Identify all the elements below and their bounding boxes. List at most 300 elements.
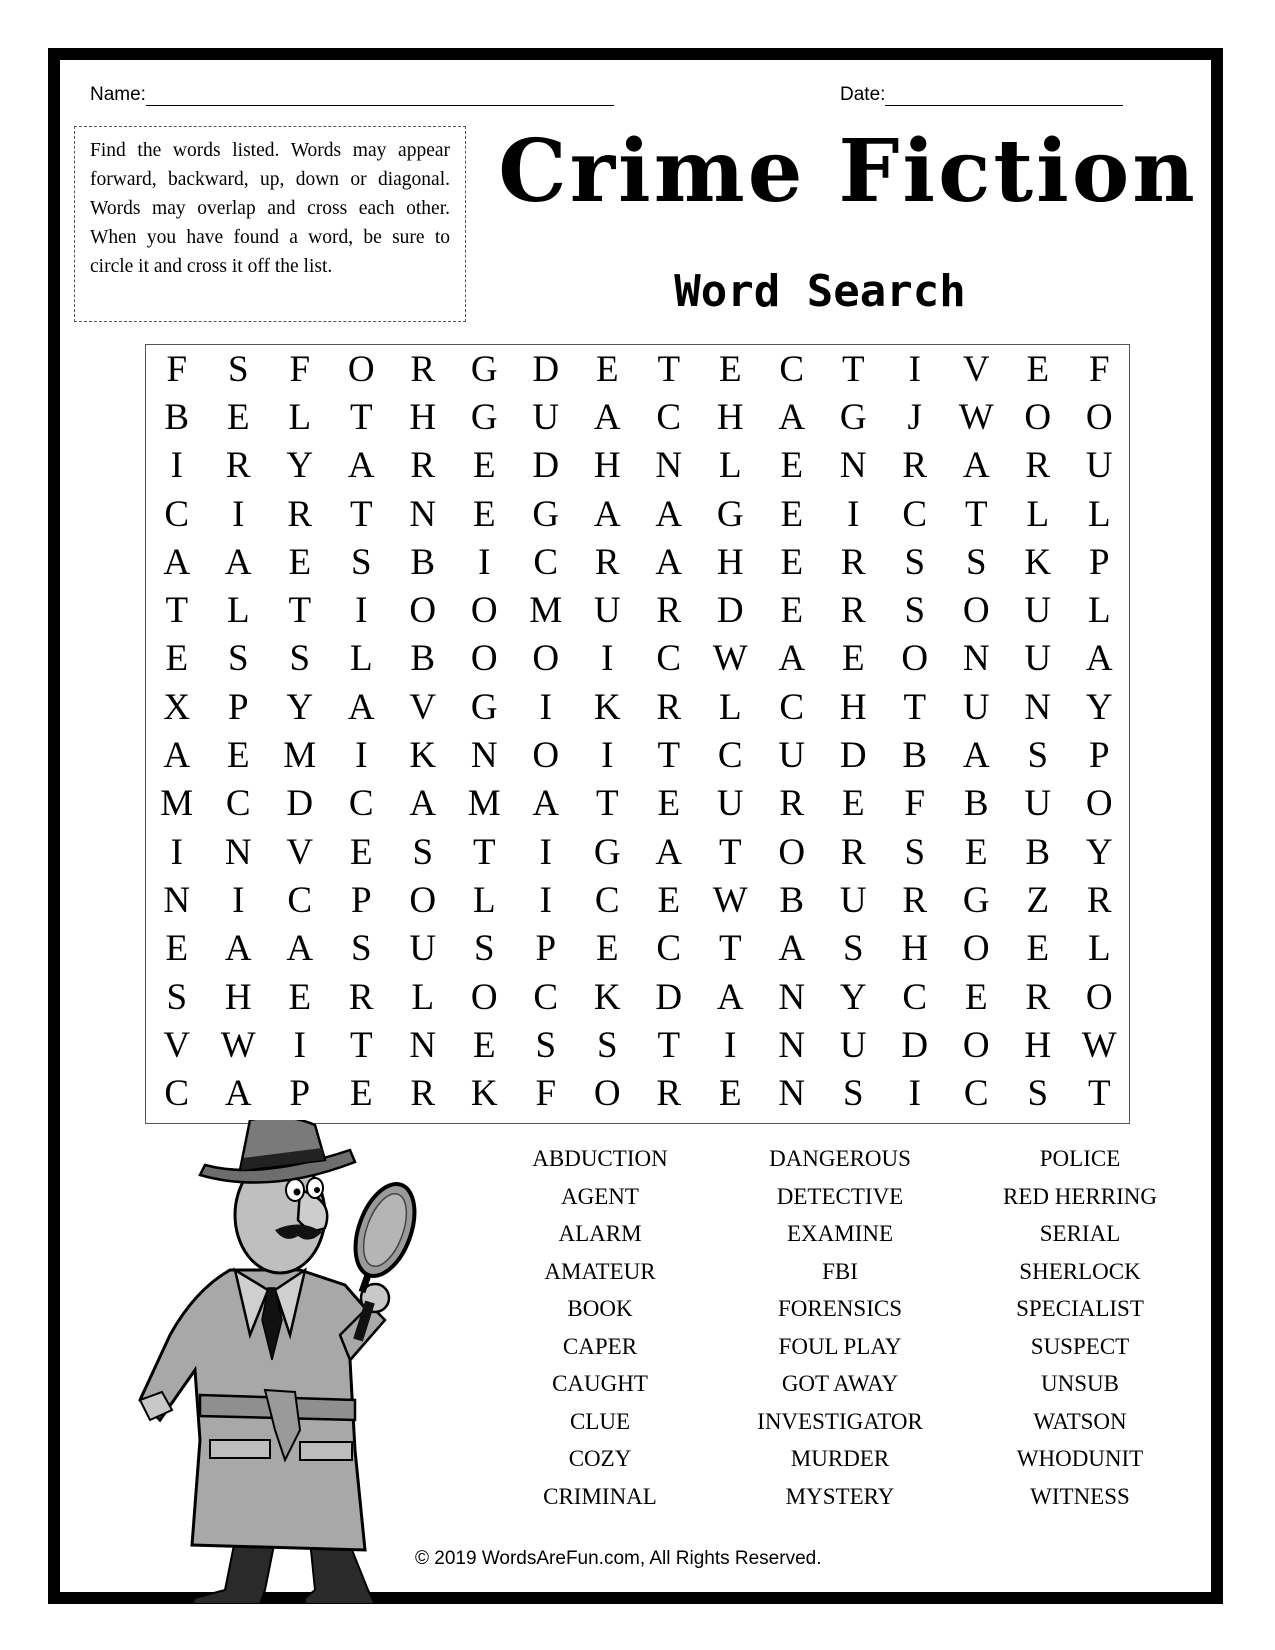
grid-letter[interactable]: G xyxy=(593,831,621,873)
grid-letter[interactable]: H xyxy=(716,396,744,438)
grid-letter[interactable]: U xyxy=(1085,445,1113,487)
word-list-item[interactable]: DANGEROUS xyxy=(769,1146,911,1171)
grid-letter[interactable]: O xyxy=(1085,976,1113,1018)
grid-letter[interactable]: A xyxy=(1085,638,1113,680)
grid-letter[interactable]: A xyxy=(224,1073,252,1115)
word-list-column xyxy=(960,1140,1200,1515)
grid-letter[interactable]: P xyxy=(227,686,249,728)
grid-letter[interactable]: E xyxy=(1026,348,1050,390)
grid-letter[interactable]: B xyxy=(902,735,928,777)
grid-letter[interactable]: C xyxy=(717,735,743,777)
grid-letter[interactable]: S xyxy=(227,348,249,390)
word-list-item[interactable]: AGENT xyxy=(561,1183,639,1209)
grid-letter[interactable]: L xyxy=(472,879,496,921)
word-list-item[interactable]: SUSPECT xyxy=(1030,1333,1130,1359)
grid-letter[interactable]: B xyxy=(410,638,436,680)
grid-letter[interactable]: K xyxy=(593,976,621,1018)
grid-letter[interactable]: E xyxy=(780,493,804,535)
grid-letter[interactable]: R xyxy=(902,445,928,487)
grid-letter[interactable]: U xyxy=(1024,638,1052,680)
grid-letter[interactable]: O xyxy=(1085,396,1113,438)
grid-letter[interactable]: R xyxy=(1025,976,1051,1018)
word-list-item[interactable]: CRIMINAL xyxy=(543,1483,657,1509)
grid-letter[interactable]: S xyxy=(473,928,495,970)
grid-letter[interactable]: L xyxy=(411,976,435,1018)
grid-letter[interactable]: A xyxy=(409,783,437,825)
grid-letter[interactable]: S xyxy=(350,541,372,583)
grid-letter[interactable]: R xyxy=(656,686,682,728)
grid-letter[interactable]: U xyxy=(778,735,806,777)
grid-letter[interactable]: S xyxy=(535,1024,557,1066)
grid-letter[interactable]: I xyxy=(232,493,245,535)
grid-letter[interactable]: A xyxy=(962,735,990,777)
grid-letter[interactable]: E xyxy=(718,348,742,390)
grid-letter[interactable]: U xyxy=(839,1024,867,1066)
grid-letter[interactable]: R xyxy=(902,879,928,921)
word-list-item[interactable]: DETECTIVE xyxy=(776,1183,904,1209)
grid-letter[interactable]: R xyxy=(287,493,313,535)
grid-letter[interactable]: R xyxy=(348,976,374,1018)
word-list-item[interactable]: SHERLOCK xyxy=(1019,1258,1141,1284)
grid-letter[interactable]: S xyxy=(904,541,926,583)
instructions-box: Find the words listed. Words may appear forward, backward, up, down or diagonal. Words may overlap and cross each other. When you have found a word, be sure to circle it and cross it off the list. xyxy=(74,126,466,322)
grid-letter[interactable]: E xyxy=(964,976,988,1018)
word-list xyxy=(480,1140,1200,1515)
grid-letter[interactable]: I xyxy=(539,686,552,728)
word-list-item[interactable]: FORENSICS xyxy=(778,1296,902,1321)
grid-letter[interactable]: B xyxy=(779,879,805,921)
word-list-item[interactable]: POLICE xyxy=(1039,1146,1121,1171)
name-label: Name: xyxy=(90,84,146,105)
grid-letter[interactable]: H xyxy=(224,976,252,1018)
detective-illustration xyxy=(100,1120,480,1604)
grid-letter[interactable]: E xyxy=(780,445,804,487)
grid-letter[interactable]: G xyxy=(470,396,498,438)
grid-letter[interactable]: A xyxy=(532,783,560,825)
grid-letter[interactable]: I xyxy=(539,831,552,873)
grid-letter[interactable]: N xyxy=(778,976,806,1018)
grid-letter[interactable]: A xyxy=(163,541,191,583)
grid-letter[interactable]: O xyxy=(470,638,498,680)
grid-letter[interactable]: G xyxy=(716,493,744,535)
name-blank[interactable] xyxy=(146,85,614,106)
word-list-column xyxy=(480,1140,720,1515)
grid-letter[interactable]: N xyxy=(839,445,867,487)
word-list-item[interactable]: MURDER xyxy=(790,1446,890,1471)
grid-letter[interactable]: A xyxy=(655,493,683,535)
grid-letter[interactable]: E xyxy=(964,831,988,873)
grid-letter[interactable]: M xyxy=(467,783,501,825)
grid-letter[interactable]: P xyxy=(1088,541,1110,583)
grid-letter[interactable]: S xyxy=(965,541,987,583)
grid-letter[interactable]: K xyxy=(409,735,437,777)
grid-letter[interactable]: C xyxy=(779,348,805,390)
grid-letter[interactable]: O xyxy=(470,976,498,1018)
grid-letter[interactable]: O xyxy=(778,831,806,873)
grid-letter[interactable]: H xyxy=(901,928,929,970)
grid-letter[interactable]: A xyxy=(347,686,375,728)
grid-letter[interactable]: O xyxy=(532,638,560,680)
grid-letter[interactable]: E xyxy=(288,541,312,583)
grid-letter[interactable]: T xyxy=(349,1024,373,1066)
word-list-item[interactable]: ALARM xyxy=(558,1221,642,1246)
grid-letter[interactable]: C xyxy=(779,686,805,728)
grid-letter[interactable]: V xyxy=(962,348,990,390)
grid-letter[interactable]: D xyxy=(532,445,560,487)
grid-letter[interactable]: J xyxy=(907,396,922,438)
grid-letter[interactable]: R xyxy=(594,541,620,583)
grid-letter[interactable]: I xyxy=(724,1024,737,1066)
grid-letter[interactable]: U xyxy=(593,590,621,632)
grid-letter[interactable]: E xyxy=(1026,928,1050,970)
word-list-item[interactable]: CAPER xyxy=(562,1333,638,1359)
word-list-item[interactable]: WITNESS xyxy=(1030,1483,1130,1509)
grid-letter[interactable]: E xyxy=(595,928,619,970)
grid-letter[interactable]: S xyxy=(412,831,434,873)
grid-letter[interactable]: R xyxy=(1086,879,1112,921)
date-blank[interactable] xyxy=(885,85,1123,106)
grid-letter[interactable]: H xyxy=(839,686,867,728)
grid-letter[interactable]: P xyxy=(350,879,372,921)
grid-letter[interactable]: C xyxy=(656,396,682,438)
grid-letter[interactable]: F xyxy=(1088,348,1110,390)
grid-letter[interactable]: T xyxy=(472,831,496,873)
grid-letter[interactable]: A xyxy=(347,445,375,487)
word-list-item[interactable]: AMATEUR xyxy=(544,1258,656,1284)
grid-letter[interactable]: S xyxy=(289,638,311,680)
word-list-item[interactable]: FOUL PLAY xyxy=(778,1333,902,1359)
grid-letter[interactable]: I xyxy=(232,879,245,921)
grid-letter[interactable]: E xyxy=(349,831,373,873)
grid-letter[interactable]: L xyxy=(1087,493,1111,535)
grid-letter[interactable]: N xyxy=(778,1073,806,1115)
grid-letter[interactable]: O xyxy=(901,638,929,680)
word-list-item[interactable]: EXAMINE xyxy=(786,1221,894,1246)
grid-letter[interactable]: E xyxy=(288,976,312,1018)
grid-letter[interactable]: C xyxy=(902,976,928,1018)
word-list-item[interactable]: CLUE xyxy=(569,1408,631,1434)
grid-letter[interactable]: A xyxy=(655,541,683,583)
grid-letter[interactable]: R xyxy=(410,445,436,487)
grid-letter[interactable]: E xyxy=(472,445,496,487)
grid-letter[interactable]: I xyxy=(478,541,491,583)
grid-letter[interactable]: E xyxy=(349,1073,373,1115)
grid-letter[interactable]: S xyxy=(842,1073,864,1115)
grid-letter[interactable]: R xyxy=(840,831,866,873)
grid-letter[interactable]: W xyxy=(1081,1024,1117,1066)
grid-letter[interactable]: D xyxy=(716,590,744,632)
word-list-item[interactable]: UNSUB xyxy=(1041,1371,1119,1396)
word-list-item[interactable]: WATSON xyxy=(1033,1408,1127,1434)
grid-letter[interactable]: W xyxy=(220,1024,256,1066)
grid-letter[interactable]: A xyxy=(593,493,621,535)
word-list-item[interactable]: GOT AWAY xyxy=(781,1371,899,1396)
grid-letter[interactable]: I xyxy=(355,735,368,777)
grid-letter[interactable]: C xyxy=(594,879,620,921)
grid-letter[interactable]: A xyxy=(224,541,252,583)
word-list-item[interactable]: MYSTERY xyxy=(785,1483,895,1509)
grid-letter[interactable]: N xyxy=(778,1024,806,1066)
grid-letter[interactable]: E xyxy=(780,590,804,632)
word-list-item[interactable]: WHODUNIT xyxy=(1016,1446,1144,1471)
grid-letter[interactable]: R xyxy=(1025,445,1051,487)
grid-letter[interactable]: R xyxy=(410,348,436,390)
grid-letter[interactable]: B xyxy=(410,541,436,583)
word-list-item[interactable]: BOOK xyxy=(567,1296,633,1321)
grid-letter[interactable]: Z xyxy=(1026,879,1050,921)
grid-letter[interactable]: R xyxy=(656,1073,682,1115)
grid-letter[interactable]: A xyxy=(962,445,990,487)
grid-letter[interactable]: F xyxy=(289,348,311,390)
grid-letter[interactable]: T xyxy=(718,928,742,970)
grid-letter[interactable]: E xyxy=(595,348,619,390)
grid-letter[interactable]: G xyxy=(470,348,498,390)
grid-letter[interactable]: S xyxy=(166,976,188,1018)
grid-letter[interactable]: R xyxy=(656,590,682,632)
grid-letter[interactable]: L xyxy=(349,638,373,680)
grid-letter[interactable]: O xyxy=(532,735,560,777)
grid-letter[interactable]: G xyxy=(470,686,498,728)
grid-letter[interactable]: A xyxy=(286,928,314,970)
word-list-item[interactable]: SPECIALIST xyxy=(1016,1296,1144,1321)
grid-letter[interactable]: P xyxy=(289,1073,311,1115)
grid-letter[interactable]: U xyxy=(962,686,990,728)
grid-letter[interactable]: U xyxy=(716,783,744,825)
grid-letter[interactable]: A xyxy=(593,396,621,438)
grid-letter[interactable]: A xyxy=(224,928,252,970)
word-list-item[interactable]: ABDUCTION xyxy=(532,1146,668,1171)
grid-letter[interactable]: T xyxy=(657,735,681,777)
grid-letter[interactable]: D xyxy=(532,348,560,390)
word-list-item[interactable]: FBI xyxy=(822,1258,858,1284)
grid-letter[interactable]: M xyxy=(529,590,563,632)
grid-letter[interactable]: I xyxy=(908,1073,921,1115)
grid-letter[interactable]: N xyxy=(163,879,191,921)
grid-letter[interactable]: O xyxy=(409,590,437,632)
grid-letter[interactable]: B xyxy=(963,783,989,825)
grid-letter[interactable]: T xyxy=(903,686,927,728)
grid-letter[interactable]: I xyxy=(908,348,921,390)
grid-letter[interactable]: O xyxy=(347,348,375,390)
grid-letter[interactable]: N xyxy=(224,831,252,873)
grid-letter[interactable]: I xyxy=(539,879,552,921)
grid-letter[interactable]: G xyxy=(839,396,867,438)
grid-letter[interactable]: L xyxy=(226,590,250,632)
grid-letter[interactable]: G xyxy=(532,493,560,535)
grid-letter[interactable]: A xyxy=(778,396,806,438)
grid-letter[interactable]: F xyxy=(535,1073,557,1115)
grid-letter[interactable]: U xyxy=(1024,783,1052,825)
grid-letter[interactable]: Y xyxy=(1085,831,1113,873)
grid-letter[interactable]: D xyxy=(901,1024,929,1066)
grid-letter[interactable]: I xyxy=(170,445,183,487)
grid-letter[interactable]: I xyxy=(355,590,368,632)
grid-letter[interactable]: M xyxy=(160,783,194,825)
grid-letter[interactable]: T xyxy=(288,590,312,632)
grid-letter[interactable]: S xyxy=(227,638,249,680)
grid-letter[interactable]: V xyxy=(409,686,437,728)
grid-letter[interactable]: V xyxy=(163,1024,191,1066)
grid-letter[interactable]: C xyxy=(656,638,682,680)
grid-letter[interactable]: I xyxy=(601,735,614,777)
grid-letter[interactable]: H xyxy=(716,541,744,583)
grid-letter[interactable]: F xyxy=(904,783,926,825)
grid-letter[interactable]: W xyxy=(712,879,748,921)
grid-letter[interactable]: C xyxy=(963,1073,989,1115)
grid-letter[interactable]: H xyxy=(409,396,437,438)
grid-letter[interactable]: O xyxy=(962,590,990,632)
grid-letter[interactable]: T xyxy=(964,493,988,535)
grid-letter[interactable]: C xyxy=(533,541,559,583)
grid-letter[interactable]: W xyxy=(958,396,994,438)
grid-letter[interactable]: B xyxy=(1025,831,1051,873)
grid-letter[interactable]: Y xyxy=(1085,686,1113,728)
grid-letter[interactable]: E xyxy=(657,879,681,921)
grid-letter[interactable]: N xyxy=(409,493,437,535)
grid-letter[interactable]: E xyxy=(226,396,250,438)
grid-letter[interactable]: S xyxy=(1027,735,1049,777)
grid-letter[interactable]: D xyxy=(286,783,314,825)
grid-letter[interactable]: O xyxy=(962,1024,990,1066)
grid-letter[interactable]: O xyxy=(1024,396,1052,438)
grid-letter[interactable]: T xyxy=(657,1024,681,1066)
grid-letter[interactable]: F xyxy=(166,348,188,390)
grid-letter[interactable]: K xyxy=(593,686,621,728)
grid-letter[interactable]: E xyxy=(472,1024,496,1066)
grid-letter[interactable]: S xyxy=(350,928,372,970)
grid-letter[interactable]: I xyxy=(847,493,860,535)
grid-letter[interactable]: C xyxy=(164,1073,190,1115)
grid-letter[interactable]: N xyxy=(470,735,498,777)
grid-letter[interactable]: E xyxy=(841,638,865,680)
grid-letter[interactable]: R xyxy=(779,783,805,825)
grid-letter[interactable]: V xyxy=(286,831,314,873)
grid-letter[interactable]: U xyxy=(532,396,560,438)
grid-letter[interactable]: T xyxy=(595,783,619,825)
grid-letter[interactable]: T xyxy=(841,348,865,390)
grid-letter[interactable]: E xyxy=(841,783,865,825)
grid-letter[interactable]: N xyxy=(1024,686,1052,728)
grid-letter[interactable]: I xyxy=(601,638,614,680)
grid-letter[interactable]: K xyxy=(1024,541,1052,583)
grid-letter[interactable]: S xyxy=(904,590,926,632)
copyright-notice: © 2019 WordsAreFun.com, All Rights Reserved. xyxy=(415,1548,822,1569)
grid-letter[interactable]: C xyxy=(902,493,928,535)
grid-letter[interactable]: E xyxy=(226,735,250,777)
grid-letter[interactable]: S xyxy=(596,1024,618,1066)
grid-letter[interactable]: L xyxy=(1026,493,1050,535)
grid-letter[interactable]: A xyxy=(778,928,806,970)
grid-letter[interactable]: E xyxy=(718,1073,742,1115)
name-field[interactable] xyxy=(90,84,614,106)
word-list-item[interactable]: INVESTIGATOR xyxy=(757,1408,923,1434)
page-subtitle: Word Search xyxy=(674,266,966,317)
grid-letter[interactable]: N xyxy=(962,638,990,680)
grid-letter[interactable]: A xyxy=(778,638,806,680)
grid-letter[interactable]: S xyxy=(842,928,864,970)
grid-letter[interactable]: A xyxy=(655,831,683,873)
grid-letter[interactable]: C xyxy=(656,928,682,970)
word-list-item[interactable]: CAUGHT xyxy=(552,1371,648,1396)
grid-letter[interactable]: O xyxy=(1085,783,1113,825)
grid-letter[interactable]: E xyxy=(165,928,189,970)
date-field[interactable] xyxy=(840,84,1123,106)
grid-letter[interactable]: T xyxy=(1087,1073,1111,1115)
page-title: Crime Fiction xyxy=(498,121,1198,222)
grid-letter[interactable]: L xyxy=(718,445,742,487)
grid-letter[interactable]: Y xyxy=(839,976,867,1018)
grid-letter[interactable]: N xyxy=(409,1024,437,1066)
word-list-item[interactable]: RED HERRING xyxy=(1003,1183,1157,1209)
grid-letter[interactable]: H xyxy=(593,445,621,487)
grid-letter[interactable]: T xyxy=(349,396,373,438)
grid-letter[interactable]: E xyxy=(657,783,681,825)
grid-letter[interactable]: R xyxy=(840,541,866,583)
word-list-item[interactable]: SERIAL xyxy=(1039,1221,1121,1246)
grid-letter[interactable]: E xyxy=(472,493,496,535)
grid-letter[interactable]: S xyxy=(904,831,926,873)
date-label: Date: xyxy=(840,84,886,105)
grid-letter[interactable]: L xyxy=(718,686,742,728)
grid-letter[interactable]: C xyxy=(533,976,559,1018)
word-list-item[interactable]: COZY xyxy=(568,1446,632,1471)
grid-letter[interactable]: P xyxy=(535,928,557,970)
grid-letter[interactable]: U xyxy=(1024,590,1052,632)
grid-letter[interactable]: N xyxy=(655,445,683,487)
grid-letter[interactable]: L xyxy=(1087,928,1111,970)
grid-letter[interactable]: A xyxy=(163,735,191,777)
grid-letter[interactable]: U xyxy=(409,928,437,970)
grid-letter[interactable]: O xyxy=(593,1073,621,1115)
grid-letter[interactable]: T xyxy=(718,831,742,873)
grid-letter[interactable]: E xyxy=(780,541,804,583)
grid-letter[interactable]: D xyxy=(655,976,683,1018)
grid-letter[interactable]: X xyxy=(163,686,191,728)
grid-letter[interactable]: M xyxy=(283,735,317,777)
grid-letter[interactable]: R xyxy=(410,1073,436,1115)
grid-letter[interactable]: T xyxy=(657,348,681,390)
grid-letter[interactable]: H xyxy=(1024,1024,1052,1066)
grid-letter[interactable]: L xyxy=(288,396,312,438)
grid-letter[interactable]: C xyxy=(348,783,374,825)
grid-letter[interactable]: B xyxy=(164,396,190,438)
grid-letter[interactable]: O xyxy=(470,590,498,632)
grid-letter[interactable]: A xyxy=(716,976,744,1018)
grid-letter[interactable]: R xyxy=(840,590,866,632)
grid-letter[interactable]: P xyxy=(1088,735,1110,777)
grid-letter[interactable]: G xyxy=(962,879,990,921)
grid-letter[interactable]: R xyxy=(225,445,251,487)
grid-letter[interactable]: U xyxy=(839,879,867,921)
grid-letter[interactable]: T xyxy=(349,493,373,535)
grid-letter[interactable]: O xyxy=(409,879,437,921)
grid-letter[interactable]: Y xyxy=(286,686,314,728)
grid-letter[interactable]: C xyxy=(164,493,190,535)
grid-letter[interactable]: I xyxy=(170,831,183,873)
grid-letter[interactable]: T xyxy=(165,590,189,632)
grid-letter[interactable]: D xyxy=(839,735,867,777)
grid-letter[interactable]: I xyxy=(293,1024,306,1066)
grid-letter[interactable]: C xyxy=(225,783,251,825)
grid-letter[interactable]: Y xyxy=(286,445,314,487)
grid-letter[interactable]: E xyxy=(165,638,189,680)
grid-letter[interactable]: W xyxy=(712,638,748,680)
grid-letter[interactable]: S xyxy=(1027,1073,1049,1115)
grid-letter[interactable]: O xyxy=(962,928,990,970)
grid-letter[interactable]: C xyxy=(287,879,313,921)
grid-letter[interactable]: K xyxy=(470,1073,498,1115)
grid-letter[interactable]: L xyxy=(1087,590,1111,632)
